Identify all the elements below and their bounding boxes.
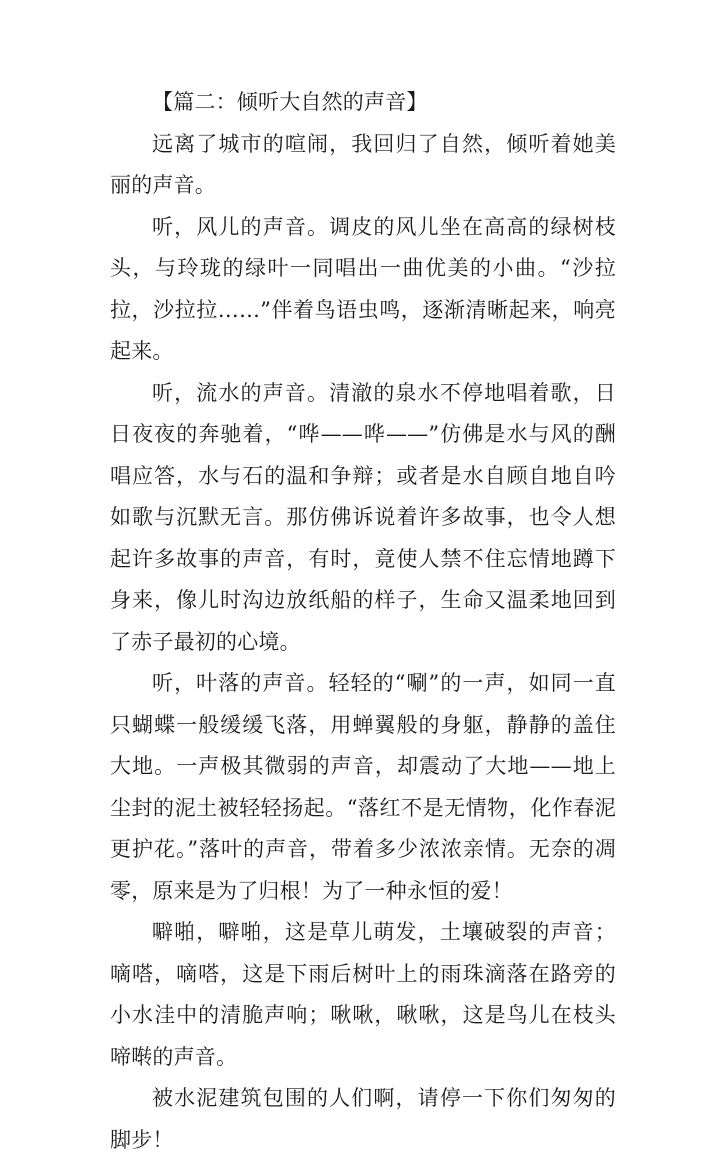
paragraph-6: 被水泥建筑包围的人们啊，请停一下你们匆匆的脚步！ — [110, 1086, 616, 1152]
document-title: 【篇二：倾听大自然的声音】 — [152, 90, 428, 114]
paragraph-4: 听，叶落的声音。轻轻的“唰”的一声，如同一直只蝴蝶一般缓缓飞落，用蝉翼般的身躯，静静的盖住大地。一声极其微弱的声音，却震动了大地——地上尘封的泥土被轻轻扬起。“落红不是无情物，化作春泥更护花。”落叶的声音，带着多少浓浓亲情。无奈的凋零，原来是为了归根！为了一种永恒的爱！ — [110, 671, 616, 903]
paragraph-3: 听，流水的声音。清澈的泉水不停地唱着歌，日日夜夜的奔驰着，“哗——哗——”仿佛是水与风的酬唱应答，水与石的温和争辩；或者是水自顾自地自吟如歌与沉默无言。那仿佛诉说着许多故事，也令人想起许多故事的声音，有时，竟使人禁不住忘情地蹲下身来，像儿时沟边放纸船的样子，生命又温柔地回到了赤子最初的心境。 — [110, 380, 616, 654]
paragraph-2: 听，风儿的声音。调皮的风儿坐在高高的绿树枝头，与玲珑的绿叶一同唱出一曲优美的小曲。“沙拉拉，沙拉拉……”伴着鸟语虫鸣，逐渐清晰起来，响亮起来。 — [110, 214, 616, 363]
document-body — [110, 82, 616, 1161]
paragraph-5: 噼啪，噼啪，这是草儿萌发，土壤破裂的声音；嘀嗒，嘀嗒，这是下雨后树叶上的雨珠滴落在路旁的小水洼中的清脆声响；啾啾，啾啾，这是鸟儿在枝头啼啭的声音。 — [110, 920, 616, 1069]
paragraph-1: 远离了城市的喧闹，我回归了自然，倾听着她美丽的声音。 — [110, 131, 616, 197]
